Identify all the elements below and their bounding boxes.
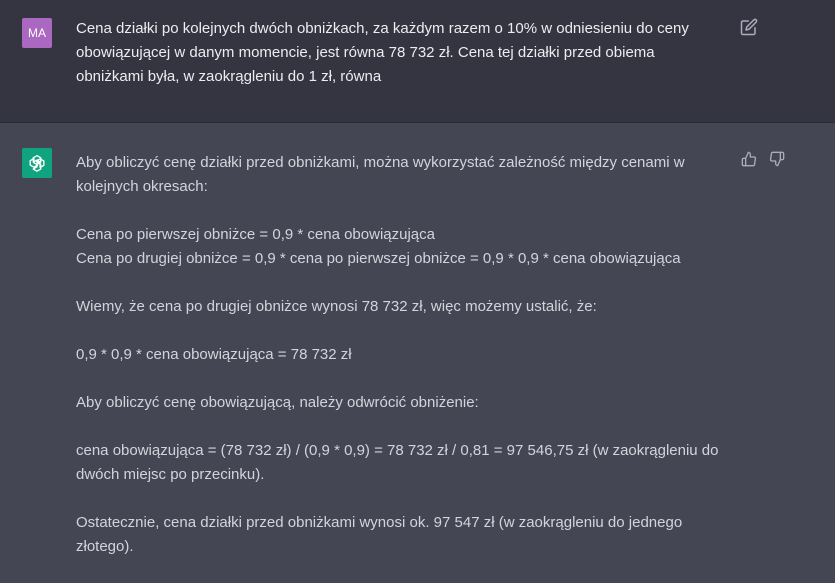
formula-line-2: Cena po drugiej obniżce = 0,9 * cena po pierwszej obniżce = 0,9 * 0,9 * cena obowiązująca [76, 250, 681, 267]
user-message [0, 0, 835, 123]
formula-line-1: Cena po pierwszej obniżce = 0,9 * cena obowiązująca [76, 226, 435, 243]
calculation-paragraph: cena obowiązująca = (78 732 zł) / (0,9 * 0,9) = 78 732 zł / 0,81 = 97 546,75 zł (w zaokrągleniu do dwóch miejsc po przecinku). [76, 442, 719, 483]
conclusion-paragraph: Ostatecznie, cena działki przed obniżkami wynosi ok. 97 547 zł (w zaokrągleniu do jednego złotego). [76, 514, 683, 555]
openai-logo-icon [27, 153, 47, 173]
assistant-message [0, 123, 835, 583]
assistant-avatar [22, 148, 52, 178]
assistant-message-text [76, 151, 741, 559]
edit-icon[interactable] [740, 18, 758, 36]
intro-paragraph: Aby obliczyć cenę działki przed obniżkami, można wykorzystać zależność między cenami w kolejnych okresach: [76, 154, 685, 195]
thumbs-down-icon[interactable] [769, 151, 785, 167]
thumbs-up-icon[interactable] [741, 151, 757, 167]
equation-paragraph: 0,9 * 0,9 * cena obowiązująca = 78 732 zł [76, 346, 352, 363]
known-paragraph: Wiemy, że cena po drugiej obniżce wynosi 78 732 zł, więc możemy ustalić, że: [76, 298, 597, 315]
user-avatar: MA [22, 18, 52, 48]
reverse-paragraph: Aby obliczyć cenę obowiązującą, należy odwrócić obniżenie: [76, 394, 479, 411]
user-message-text: Cena działki po kolejnych dwóch obniżkach, za każdym razem o 10% w odniesieniu do ceny obowiązującej w danym momencie, jest równa 78 732 zł. Cena tej działki przed obiema obniżkami była, w zaokrągleniu do 1 zł, równa [76, 20, 689, 85]
